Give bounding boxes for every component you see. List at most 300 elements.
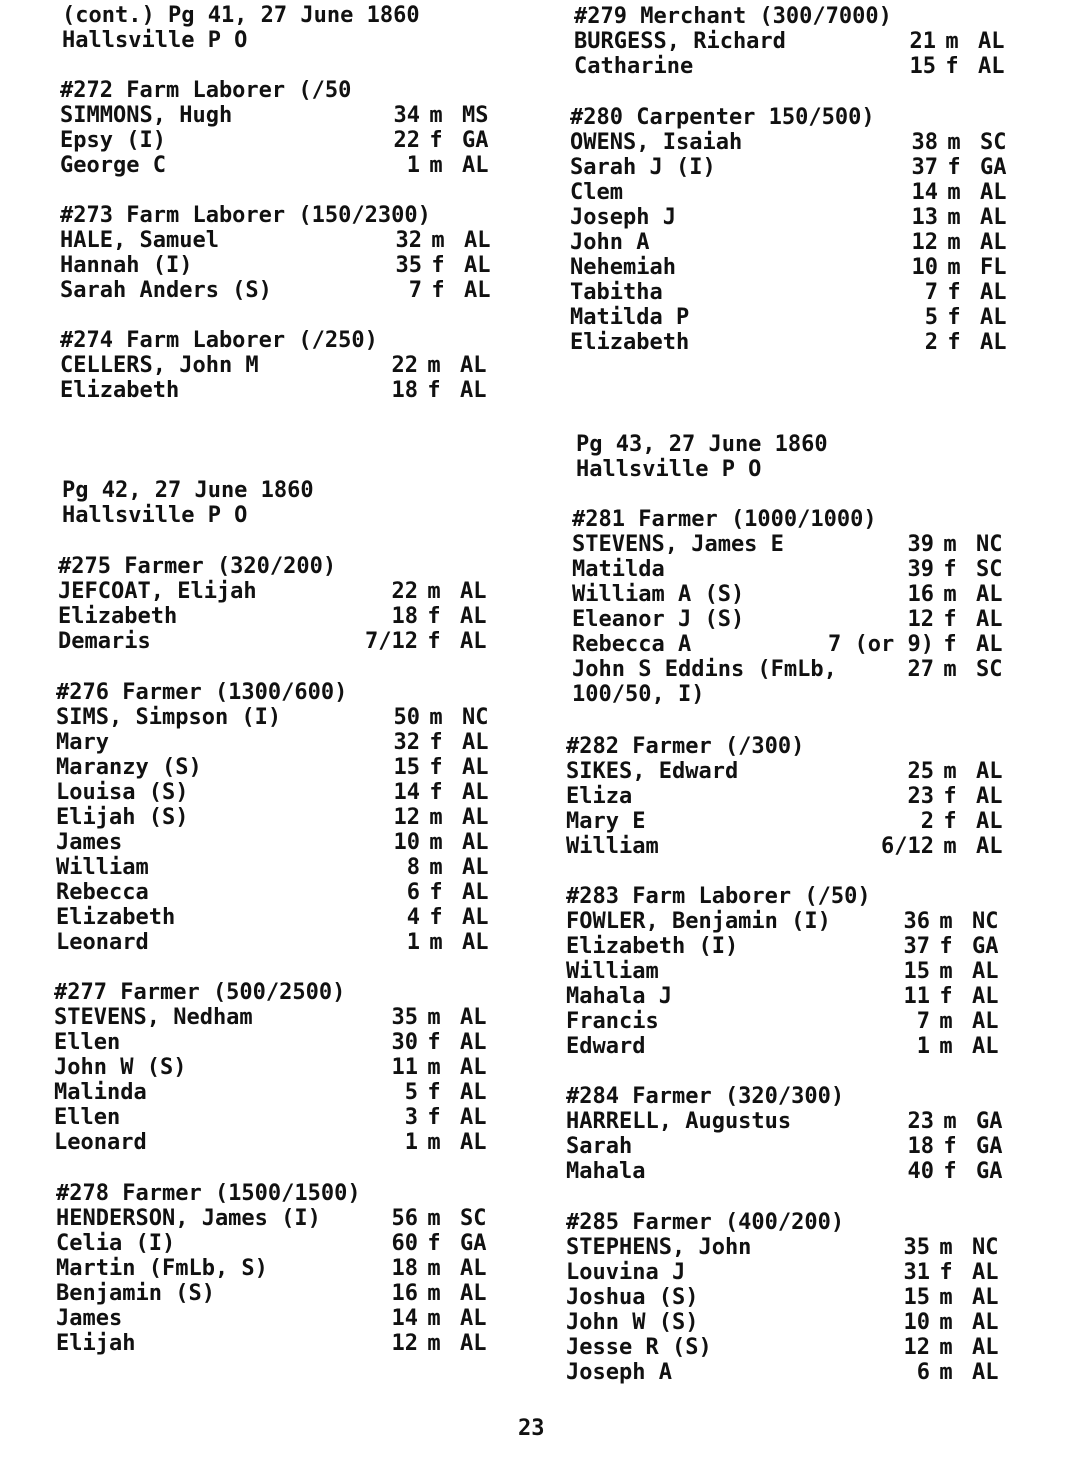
person-sex: m — [427, 1130, 441, 1155]
header-line: Hallsville P O — [62, 28, 248, 53]
person-name: Rebecca A — [572, 632, 692, 657]
person-birthplace: AL — [462, 880, 489, 905]
household-284 — [566, 1084, 1014, 1184]
person-row — [566, 1260, 1010, 1285]
person-name: Nehemiah — [570, 255, 676, 280]
person-name: William A (S) — [572, 582, 745, 607]
person-sex: m — [943, 582, 957, 607]
person-birthplace: AL — [972, 1360, 999, 1385]
person-row — [572, 582, 1014, 607]
person-row — [566, 1235, 1010, 1260]
person-row — [60, 228, 502, 253]
person-sex: m — [947, 130, 961, 155]
person-row — [566, 809, 1014, 834]
person-sex: f — [427, 1080, 441, 1105]
person-age: 18 — [391, 1256, 418, 1281]
person-age: 39 — [907, 557, 934, 582]
person-row — [56, 1231, 498, 1256]
person-name: HARRELL, Augustus — [566, 1109, 792, 1134]
person-age: 15 — [903, 1285, 930, 1310]
person-birthplace: AL — [972, 1260, 999, 1285]
household-heading: #277 Farmer (500/2500) — [54, 980, 346, 1005]
person-birthplace: AL — [460, 604, 487, 629]
person-sex: m — [939, 1235, 953, 1260]
person-age: 16 — [907, 582, 934, 607]
person-row — [56, 930, 500, 955]
person-birthplace: FL — [980, 255, 1007, 280]
person-sex: f — [947, 305, 961, 330]
person-sex: m — [947, 205, 961, 230]
person-age: 6/12 — [881, 834, 934, 859]
person-sex: f — [429, 880, 443, 905]
person-row — [56, 805, 500, 830]
person-age: 13 — [911, 205, 938, 230]
person-row — [566, 959, 1010, 984]
person-age: 1 — [404, 1130, 418, 1155]
person-sex: m — [945, 29, 959, 54]
person-birthplace: AL — [460, 1055, 487, 1080]
header-line: Hallsville P O — [576, 457, 762, 482]
person-row — [570, 305, 1018, 330]
person-age: 22 — [391, 353, 418, 378]
person-row — [570, 330, 1018, 355]
person-age: 7/12 — [365, 629, 418, 654]
person-name: Maranzy (S) — [56, 755, 202, 780]
page-42-header — [62, 478, 502, 528]
household-heading: #278 Farmer (1500/1500) — [56, 1181, 361, 1206]
left-top-header — [62, 3, 502, 53]
person-birthplace: AL — [462, 755, 489, 780]
person-row — [60, 128, 500, 153]
person-name: James — [56, 830, 123, 855]
person-row — [570, 280, 1018, 305]
person-name: William — [566, 834, 659, 859]
household-281 — [572, 507, 1014, 707]
person-row — [566, 784, 1014, 809]
person-birthplace: AL — [462, 855, 489, 880]
person-row — [570, 230, 1018, 255]
person-name: John A — [570, 230, 650, 255]
person-sex: m — [939, 909, 953, 934]
person-age: 15 — [903, 959, 930, 984]
person-sex: f — [939, 934, 953, 959]
person-birthplace: NC — [972, 1235, 999, 1260]
person-birthplace: AL — [972, 1285, 999, 1310]
person-sex: f — [429, 730, 443, 755]
person-row — [566, 1285, 1010, 1310]
person-sex: m — [427, 1281, 441, 1306]
person-name: HALE, Samuel — [60, 228, 219, 253]
person-row — [566, 1009, 1010, 1034]
person-age: 40 — [907, 1159, 934, 1184]
person-row — [54, 1080, 498, 1105]
person-name: Mahala — [566, 1159, 646, 1184]
person-birthplace: AL — [460, 378, 487, 403]
person-sex: m — [431, 228, 445, 253]
person-sex: f — [427, 1231, 441, 1256]
household-272 — [60, 78, 500, 178]
household-275 — [58, 554, 498, 654]
person-birthplace: AL — [460, 1281, 487, 1306]
person-row — [572, 632, 1014, 657]
person-sex: f — [945, 54, 959, 79]
person-age: 31 — [903, 1260, 930, 1285]
person-row — [56, 1306, 498, 1331]
person-sex: m — [939, 1034, 953, 1059]
person-birthplace: AL — [460, 1256, 487, 1281]
person-age: 14 — [393, 780, 420, 805]
person-name: FOWLER, Benjamin (I) — [566, 909, 831, 934]
header-line: Pg 43, 27 June 1860 — [576, 432, 828, 457]
person-age: 11 — [903, 984, 930, 1009]
person-birthplace: AL — [980, 330, 1007, 355]
person-birthplace: AL — [462, 830, 489, 855]
person-name: Matilda P — [570, 305, 690, 330]
person-birthplace: NC — [972, 909, 999, 934]
person-age: 4 — [406, 905, 420, 930]
person-sex: f — [947, 330, 961, 355]
person-row — [58, 629, 498, 654]
person-name: OWENS, Isaiah — [570, 130, 743, 155]
person-name: HENDERSON, James (I) — [56, 1206, 321, 1231]
person-sex: m — [939, 1360, 953, 1385]
person-sex: f — [427, 1105, 441, 1130]
person-name: CELLERS, John M — [60, 353, 259, 378]
person-name: Edward — [566, 1034, 646, 1059]
page-number: 23 — [518, 1416, 545, 1441]
person-sex: m — [427, 1206, 441, 1231]
person-birthplace: SC — [460, 1206, 487, 1231]
person-sex: m — [429, 805, 443, 830]
person-name: JEFCOAT, Elijah — [58, 579, 257, 604]
person-row — [570, 205, 1018, 230]
household-heading: #279 Merchant (300/7000) — [574, 4, 892, 29]
person-sex: m — [939, 1285, 953, 1310]
person-birthplace: AL — [460, 1331, 487, 1356]
person-name: SIMMONS, Hugh — [60, 103, 233, 128]
person-age: 21 — [909, 29, 936, 54]
household-285 — [566, 1210, 1010, 1385]
person-age: 38 — [911, 130, 938, 155]
person-age: 12 — [393, 805, 420, 830]
person-sex: f — [943, 784, 957, 809]
person-sex: f — [943, 1159, 957, 1184]
person-name: SIKES, Edward — [566, 759, 739, 784]
household-heading: #284 Farmer (320/300) — [566, 1084, 845, 1109]
person-sex: m — [939, 1009, 953, 1034]
person-age: 5 — [924, 305, 938, 330]
person-row — [56, 755, 500, 780]
person-age: 7 — [408, 278, 422, 303]
household-heading: #282 Farmer (/300) — [566, 734, 805, 759]
person-row — [566, 1109, 1014, 1134]
person-birthplace: AL — [976, 784, 1003, 809]
person-birthplace: AL — [980, 230, 1007, 255]
person-birthplace: AL — [462, 805, 489, 830]
person-row — [54, 1030, 498, 1055]
person-name: Leonard — [54, 1130, 147, 1155]
person-age: 12 — [907, 607, 934, 632]
person-birthplace: AL — [980, 180, 1007, 205]
person-name: Elizabeth — [56, 905, 176, 930]
person-birthplace: AL — [464, 228, 491, 253]
person-name: Elijah (S) — [56, 805, 189, 830]
person-row — [54, 1130, 498, 1155]
person-age: 35 — [395, 253, 422, 278]
person-name: STEPHENS, John — [566, 1235, 752, 1260]
person-sex: m — [943, 834, 957, 859]
person-name: Clem — [570, 180, 623, 205]
person-name: Louisa (S) — [56, 780, 189, 805]
person-row — [58, 604, 498, 629]
person-sex: m — [427, 1055, 441, 1080]
person-birthplace: AL — [976, 607, 1003, 632]
person-row — [60, 353, 498, 378]
person-age: 7 — [916, 1009, 930, 1034]
person-name: Demaris — [58, 629, 151, 654]
person-row — [566, 909, 1010, 934]
person-age: 23 — [907, 1109, 934, 1134]
person-age: 1 — [406, 153, 420, 178]
person-age: 7 (or 9) — [828, 632, 934, 657]
person-age: 6 — [406, 880, 420, 905]
person-age: 3 — [404, 1105, 418, 1130]
person-birthplace: AL — [460, 1306, 487, 1331]
person-sex: f — [427, 604, 441, 629]
person-row — [566, 1134, 1014, 1159]
person-age: 12 — [903, 1335, 930, 1360]
person-row — [574, 29, 1016, 54]
person-age: 37 — [903, 934, 930, 959]
person-sex: m — [429, 930, 443, 955]
person-age: 6 — [916, 1360, 930, 1385]
person-row — [566, 1310, 1010, 1335]
person-birthplace: MS — [462, 103, 489, 128]
person-age: 2 — [924, 330, 938, 355]
person-sex: f — [427, 378, 441, 403]
person-row — [60, 103, 500, 128]
person-name: STEVENS, Nedham — [54, 1005, 253, 1030]
person-birthplace: AL — [460, 629, 487, 654]
person-birthplace: GA — [976, 1109, 1003, 1134]
person-age: 15 — [393, 755, 420, 780]
person-row — [54, 1105, 498, 1130]
person-age: 50 — [393, 705, 420, 730]
person-row — [566, 1159, 1014, 1184]
household-276 — [56, 680, 500, 955]
person-birthplace: AL — [972, 1335, 999, 1360]
person-row — [56, 780, 500, 805]
person-name: William — [566, 959, 659, 984]
person-name: Matilda — [572, 557, 665, 582]
person-row — [566, 1034, 1010, 1059]
person-age: 23 — [907, 784, 934, 809]
person-sex: f — [429, 128, 443, 153]
person-name: Joseph J — [570, 205, 676, 230]
person-row — [570, 130, 1018, 155]
person-birthplace: AL — [978, 54, 1005, 79]
household-heading: #285 Farmer (400/200) — [566, 1210, 845, 1235]
person-birthplace: AL — [460, 353, 487, 378]
person-age: 60 — [391, 1231, 418, 1256]
person-name: Sarah J (I) — [570, 155, 716, 180]
person-sex: m — [943, 657, 957, 682]
person-birthplace: AL — [460, 1105, 487, 1130]
person-row — [56, 705, 500, 730]
person-row — [570, 180, 1018, 205]
person-name: Joshua (S) — [566, 1285, 699, 1310]
person-birthplace: AL — [980, 205, 1007, 230]
household-heading: #281 Farmer (1000/1000) — [572, 507, 877, 532]
person-sex: f — [943, 607, 957, 632]
person-sex: f — [947, 280, 961, 305]
person-sex: m — [947, 230, 961, 255]
person-row — [56, 1281, 498, 1306]
person-birthplace: AL — [976, 632, 1003, 657]
person-birthplace: AL — [462, 153, 489, 178]
person-row — [570, 155, 1018, 180]
person-row — [56, 730, 500, 755]
person-sex: m — [427, 1256, 441, 1281]
person-row — [566, 984, 1010, 1009]
household-274 — [60, 328, 498, 403]
person-birthplace: GA — [460, 1231, 487, 1256]
person-age: 10 — [911, 255, 938, 280]
person-sex: f — [939, 984, 953, 1009]
person-name: Elizabeth — [60, 378, 180, 403]
household-heading: #275 Farmer (320/200) — [58, 554, 337, 579]
person-sex: f — [939, 1260, 953, 1285]
person-row — [566, 759, 1014, 784]
person-birthplace: AL — [972, 1034, 999, 1059]
person-age: 22 — [393, 128, 420, 153]
person-sex: m — [947, 255, 961, 280]
person-age: 34 — [393, 103, 420, 128]
household-heading: #276 Farmer (1300/600) — [56, 680, 348, 705]
person-name: John S Eddins (FmLb, — [572, 657, 837, 682]
person-birthplace: GA — [976, 1134, 1003, 1159]
person-row — [54, 1005, 498, 1030]
person-name: George C — [60, 153, 166, 178]
person-sex: f — [431, 253, 445, 278]
person-birthplace: AL — [460, 1030, 487, 1055]
person-name: Tabitha — [570, 280, 663, 305]
person-birthplace: GA — [972, 934, 999, 959]
person-sex: m — [939, 959, 953, 984]
person-age: 18 — [391, 378, 418, 403]
person-age: 37 — [911, 155, 938, 180]
person-row — [60, 153, 500, 178]
person-row — [566, 834, 1014, 859]
household-277 — [54, 980, 498, 1155]
person-birthplace: AL — [976, 834, 1003, 859]
person-row — [56, 830, 500, 855]
person-name: Elizabeth — [570, 330, 690, 355]
person-sex: m — [427, 1331, 441, 1356]
person-sex: f — [429, 755, 443, 780]
household-280 — [570, 105, 1018, 355]
person-birthplace: AL — [972, 959, 999, 984]
person-sex: m — [947, 180, 961, 205]
household-heading: #283 Farm Laborer (/50) — [566, 884, 871, 909]
household-273 — [60, 203, 502, 303]
person-name: Ellen — [54, 1105, 121, 1130]
person-birthplace: AL — [972, 1310, 999, 1335]
page-43-header — [576, 432, 1016, 482]
person-birthplace: AL — [462, 730, 489, 755]
person-sex: f — [429, 780, 443, 805]
person-sex: f — [431, 278, 445, 303]
header-line: Pg 42, 27 June 1860 — [62, 478, 314, 503]
person-age: 5 — [404, 1080, 418, 1105]
person-name: SIMS, Simpson (I) — [56, 705, 282, 730]
person-name: James — [56, 1306, 123, 1331]
person-row — [60, 278, 502, 303]
person-age: 35 — [391, 1005, 418, 1030]
person-sex: m — [429, 103, 443, 128]
person-age: 18 — [391, 604, 418, 629]
person-sex: f — [943, 632, 957, 657]
person-name: Joseph A — [566, 1360, 672, 1385]
person-name: BURGESS, Richard — [574, 29, 786, 54]
person-name: Mary — [56, 730, 109, 755]
person-age: 36 — [903, 909, 930, 934]
person-age: 2 — [920, 809, 934, 834]
person-birthplace: AL — [464, 278, 491, 303]
person-birthplace: AL — [978, 29, 1005, 54]
person-row — [572, 657, 1014, 682]
person-name: Malinda — [54, 1080, 147, 1105]
person-name: Mary E — [566, 809, 646, 834]
household-279 — [574, 4, 1016, 79]
person-name: Sarah — [566, 1134, 633, 1159]
household-heading: #274 Farm Laborer (/250) — [60, 328, 378, 353]
person-age: 1 — [406, 930, 420, 955]
person-age: 7 — [924, 280, 938, 305]
person-sex: f — [943, 1134, 957, 1159]
person-name: Catharine — [574, 54, 694, 79]
person-name: Leonard — [56, 930, 149, 955]
person-sex: m — [429, 705, 443, 730]
person-name: John W (S) — [54, 1055, 187, 1080]
person-birthplace: AL — [976, 582, 1003, 607]
person-name: Hannah (I) — [60, 253, 193, 278]
person-age: 12 — [911, 230, 938, 255]
person-row — [572, 607, 1014, 632]
person-birthplace: GA — [462, 128, 489, 153]
person-row — [574, 54, 1016, 79]
person-sex: f — [427, 629, 441, 654]
person-row — [570, 255, 1018, 280]
person-row — [60, 253, 502, 278]
person-age: 14 — [391, 1306, 418, 1331]
person-name: Martin (FmLb, S) — [56, 1256, 268, 1281]
person-age: 1 — [916, 1034, 930, 1059]
person-name: STEVENS, James E — [572, 532, 784, 557]
person-age: 14 — [911, 180, 938, 205]
person-birthplace: AL — [462, 780, 489, 805]
person-name: Eliza — [566, 784, 633, 809]
person-age: 25 — [907, 759, 934, 784]
person-birthplace: SC — [976, 657, 1003, 682]
person-age: 18 — [907, 1134, 934, 1159]
person-row — [56, 855, 500, 880]
person-name: Francis — [566, 1009, 659, 1034]
person-name: Epsy (I) — [60, 128, 166, 153]
person-row — [566, 1360, 1010, 1385]
person-age: 15 — [909, 54, 936, 79]
person-sex: m — [427, 353, 441, 378]
